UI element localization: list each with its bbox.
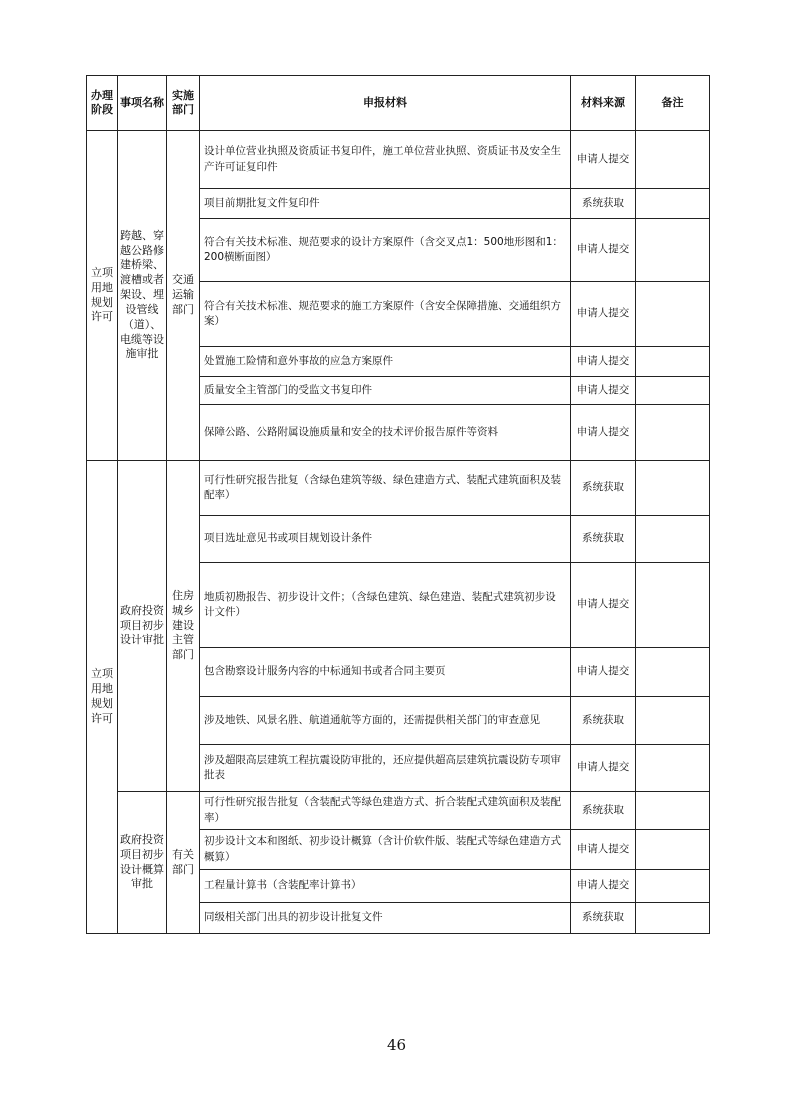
page-number: 46	[386, 1036, 407, 1054]
dept-cell: 有关部门	[167, 792, 200, 934]
remarks-cell	[636, 347, 710, 377]
material-cell: 包含勘察设计服务内容的中标通知书或者合同主要页	[200, 648, 571, 697]
header-item: 事项名称	[118, 76, 167, 131]
source-cell: 系统获取	[571, 516, 636, 563]
dept-cell: 住房城乡建设主管部门	[167, 461, 200, 792]
remarks-cell	[636, 377, 710, 405]
header-row	[87, 76, 710, 131]
material-cell: 初步设计文本和图纸、初步设计概算（含计价软件版、装配式等绿色建造方式概算）	[200, 830, 571, 870]
item-cell: 跨越、穿越公路修建桥梁、渡槽或者架设、埋设管线（道）、电缆等设施审批	[118, 131, 167, 461]
source-cell: 申请人提交	[571, 131, 636, 189]
material-cell: 地质初勘报告、初步设计文件；（含绿色建筑、绿色建造、装配式建筑初步设计文件）	[200, 563, 571, 648]
source-cell: 申请人提交	[571, 870, 636, 903]
stage-cell: 立项用地规划许可	[87, 131, 118, 461]
source-cell: 系统获取	[571, 461, 636, 516]
remarks-cell	[636, 648, 710, 697]
header-source: 材料来源	[571, 76, 636, 131]
source-cell: 申请人提交	[571, 830, 636, 870]
header-remarks: 备注	[636, 76, 710, 131]
material-cell: 可行性研究报告批复（含装配式等绿色建造方式、折合装配式建筑面积及装配率）	[200, 792, 571, 830]
source-cell: 申请人提交	[571, 219, 636, 282]
material-cell: 项目前期批复文件复印件	[200, 189, 571, 219]
stage-cell: 立项用地规划许可	[87, 461, 118, 934]
material-cell: 可行性研究报告批复（含绿色建筑等级、绿色建造方式、装配式建筑面积及装配率）	[200, 461, 571, 516]
source-cell: 申请人提交	[571, 405, 636, 461]
remarks-cell	[636, 516, 710, 563]
material-cell: 质量安全主管部门的受监文书复印件	[200, 377, 571, 405]
header-dept: 实施部门	[167, 76, 200, 131]
item-cell: 政府投资项目初步设计审批	[118, 461, 167, 792]
source-cell: 申请人提交	[571, 377, 636, 405]
table-row	[87, 131, 710, 189]
table-row	[87, 461, 710, 516]
remarks-cell	[636, 405, 710, 461]
remarks-cell	[636, 830, 710, 870]
remarks-cell	[636, 697, 710, 745]
source-cell: 系统获取	[571, 697, 636, 745]
material-cell: 符合有关技术标准、规范要求的设计方案原件（含交叉点1：500地形图和1：200横断面图）	[200, 219, 571, 282]
remarks-cell	[636, 870, 710, 903]
materials-table	[86, 75, 710, 934]
table-row	[87, 792, 710, 830]
source-cell: 申请人提交	[571, 282, 636, 347]
material-cell: 设计单位营业执照及资质证书复印件，施工单位营业执照、资质证书及安全生产许可证复印件	[200, 131, 571, 189]
header-stage: 办理阶段	[87, 76, 118, 131]
material-cell: 处置施工险情和意外事故的应急方案原件	[200, 347, 571, 377]
remarks-cell	[636, 563, 710, 648]
source-cell: 系统获取	[571, 189, 636, 219]
material-cell: 涉及超限高层建筑工程抗震设防审批的，还应提供超高层建筑抗震设防专项审批表	[200, 745, 571, 792]
source-cell: 申请人提交	[571, 648, 636, 697]
remarks-cell	[636, 282, 710, 347]
dept-cell: 交通运输部门	[167, 131, 200, 461]
remarks-cell	[636, 461, 710, 516]
material-cell: 保障公路、公路附属设施质量和安全的技术评价报告原件等资料	[200, 405, 571, 461]
source-cell: 系统获取	[571, 903, 636, 934]
remarks-cell	[636, 792, 710, 830]
source-cell: 申请人提交	[571, 563, 636, 648]
remarks-cell	[636, 131, 710, 189]
material-cell: 涉及地铁、风景名胜、航道通航等方面的，还需提供相关部门的审查意见	[200, 697, 571, 745]
source-cell: 系统获取	[571, 792, 636, 830]
material-cell: 同级相关部门出具的初步设计批复文件	[200, 903, 571, 934]
header-materials: 申报材料	[200, 76, 571, 131]
remarks-cell	[636, 903, 710, 934]
remarks-cell	[636, 745, 710, 792]
material-cell: 项目选址意见书或项目规划设计条件	[200, 516, 571, 563]
remarks-cell	[636, 189, 710, 219]
source-cell: 申请人提交	[571, 745, 636, 792]
item-cell: 政府投资项目初步设计概算审批	[118, 792, 167, 934]
material-cell: 工程量计算书（含装配率计算书）	[200, 870, 571, 903]
material-cell: 符合有关技术标准、规范要求的施工方案原件（含安全保障措施、交通组织方案）	[200, 282, 571, 347]
source-cell: 申请人提交	[571, 347, 636, 377]
remarks-cell	[636, 219, 710, 282]
